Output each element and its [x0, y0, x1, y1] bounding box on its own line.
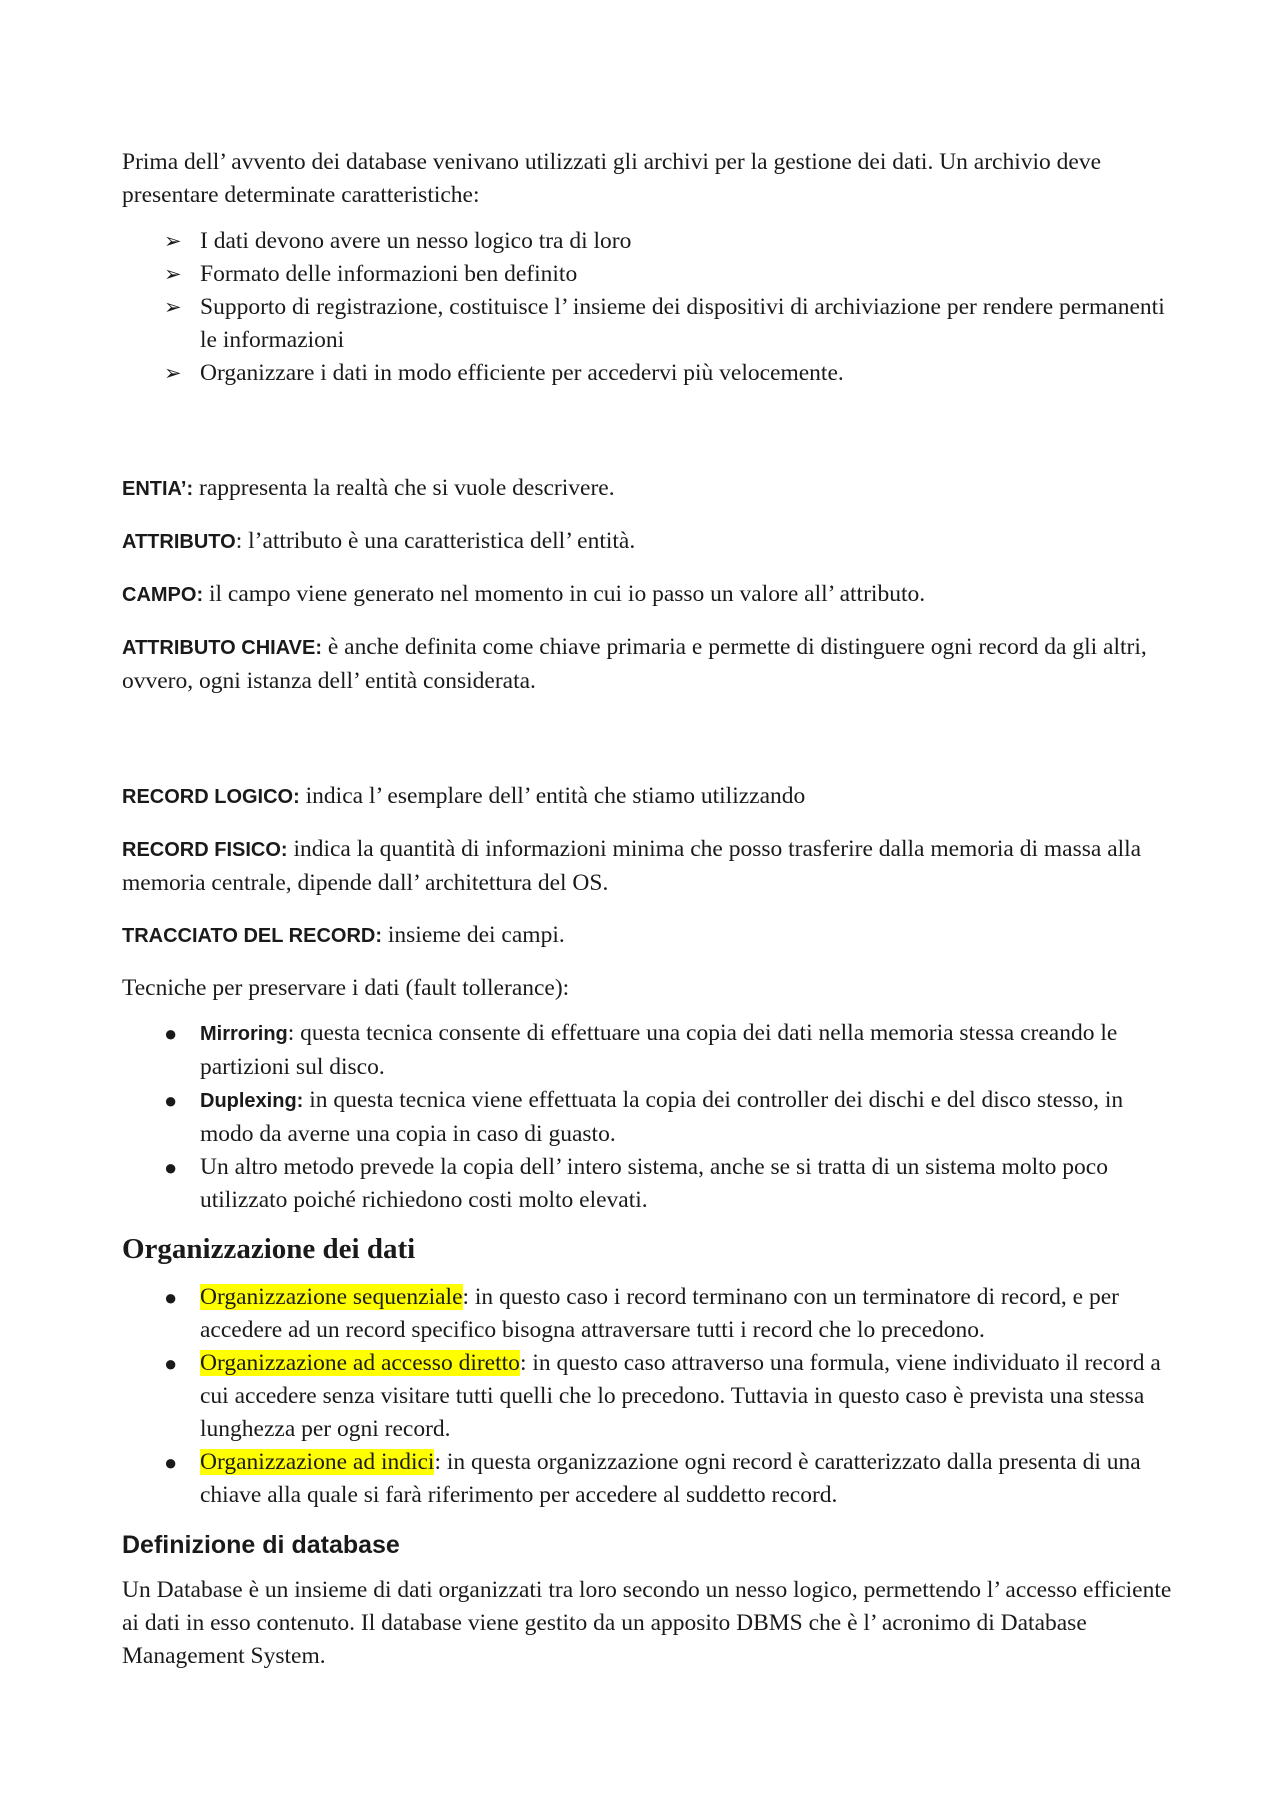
- list-item: ● Un altro metodo prevede la copia dell’ intero sistema, anche se si tratta di un sistema molto poco utilizzato poiché richiedono costi molto elevati.: [122, 1151, 1172, 1217]
- intro-paragraph: Prima dell’ avvento dei database venivano utilizzati gli archivi per la gestione dei dati. Un archivio deve presentare determinate caratteristiche:: [122, 149, 1102, 208]
- list-item: ● Organizzazione sequenziale: in questo caso i record terminano con un terminatore di record, e per accedere ad un record specifico bisogna attraversare tutti i record che lo precedono.: [122, 1281, 1172, 1347]
- section-heading-database: Definizione di database: [122, 1531, 400, 1559]
- arrow-bullet-icon: ➢: [164, 262, 182, 286]
- dot-bullet-icon: ●: [164, 1088, 178, 1113]
- dot-bullet-icon: ●: [164, 1155, 178, 1180]
- dot-bullet-icon: ●: [164, 1021, 178, 1046]
- definition-physical-record: RECORD FISICO: indica la quantità di informazioni minima che posso trasferire dalla memoria di massa alla memoria centrale, dipende dall’ architettura del OS.: [122, 836, 1142, 896]
- arrow-bullet-icon: ➢: [164, 295, 182, 319]
- fault-tolerance-intro: Tecniche per preservare i dati (fault tollerance):: [122, 975, 570, 1001]
- document-content: [122, 146, 1172, 1673]
- database-definition-paragraph: Un Database è un insieme di dati organizzati tra loro secondo un nesso logico, permettendo l’ accesso efficiente ai dati in esso contenuto. Il database viene gestito da un apposito DBMS che è l’ acronimo di Database Management System.: [122, 1577, 1172, 1669]
- list-item: ➢ Formato delle informazioni ben definito: [122, 258, 1172, 291]
- organization-list: [122, 1281, 1172, 1512]
- list-item: ● Organizzazione ad indici: in questa organizzazione ogni record è caratterizzato dalla presenta di una chiave alla quale si farà riferimento per accedere al suddetto record.: [122, 1446, 1172, 1512]
- dot-bullet-icon: ●: [164, 1450, 178, 1475]
- list-item: ➢ Organizzare i dati in modo efficiente per accedervi più velocemente.: [122, 357, 1172, 390]
- list-item: ● Organizzazione ad accesso diretto: in questo caso attraverso una formula, viene individuato il record a cui accedere senza visitare tutti quelli che lo precedono. Tuttavia in questo caso è prevista una stessa lunghezza per ogni record.: [122, 1347, 1172, 1446]
- definition-logical-record: RECORD LOGICO: indica l’ esemplare dell’ entità che stiamo utilizzando: [122, 783, 806, 809]
- list-item: ➢ Supporto di registrazione, costituisce l’ insieme dei dispositivi di archiviazione per rendere permanenti le informazioni: [122, 291, 1172, 357]
- dot-bullet-icon: ●: [164, 1285, 178, 1310]
- list-item: ● Mirroring: questa tecnica consente di effettuare una copia dei dati nella memoria stessa creando le partizioni sul disco.: [122, 1017, 1172, 1084]
- dot-bullet-icon: ●: [164, 1351, 178, 1376]
- arrow-bullet-icon: ➢: [164, 229, 182, 253]
- definition-attribute: ATTRIBUTO: l’attributo è una caratteristica dell’ entità.: [122, 528, 636, 554]
- list-item: ● Duplexing: in questa tecnica viene effettuata la copia dei controller dei dischi e del disco stesso, in modo da averne una copia in caso di guasto.: [122, 1084, 1172, 1151]
- fault-tolerance-list: [122, 1017, 1172, 1217]
- section-heading-organization: Organizzazione dei dati: [122, 1233, 416, 1265]
- definition-entity: ENTIA’: rappresenta la realtà che si vuole descrivere.: [122, 475, 615, 501]
- definition-field: CAMPO: il campo viene generato nel momento in cui io passo un valore all’ attributo.: [122, 581, 926, 607]
- definition-key-attribute: ATTRIBUTO CHIAVE: è anche definita come chiave primaria e permette di distinguere ogni record da gli altri, ovvero, ogni istanza dell’ entità considerata.: [122, 634, 1147, 694]
- arrow-bullet-icon: ➢: [164, 361, 182, 385]
- definition-record-layout: TRACCIATO DEL RECORD: insieme dei campi.: [122, 922, 565, 948]
- archive-features-list: [122, 225, 1172, 390]
- list-item: ➢ I dati devono avere un nesso logico tra di loro: [122, 225, 1172, 258]
